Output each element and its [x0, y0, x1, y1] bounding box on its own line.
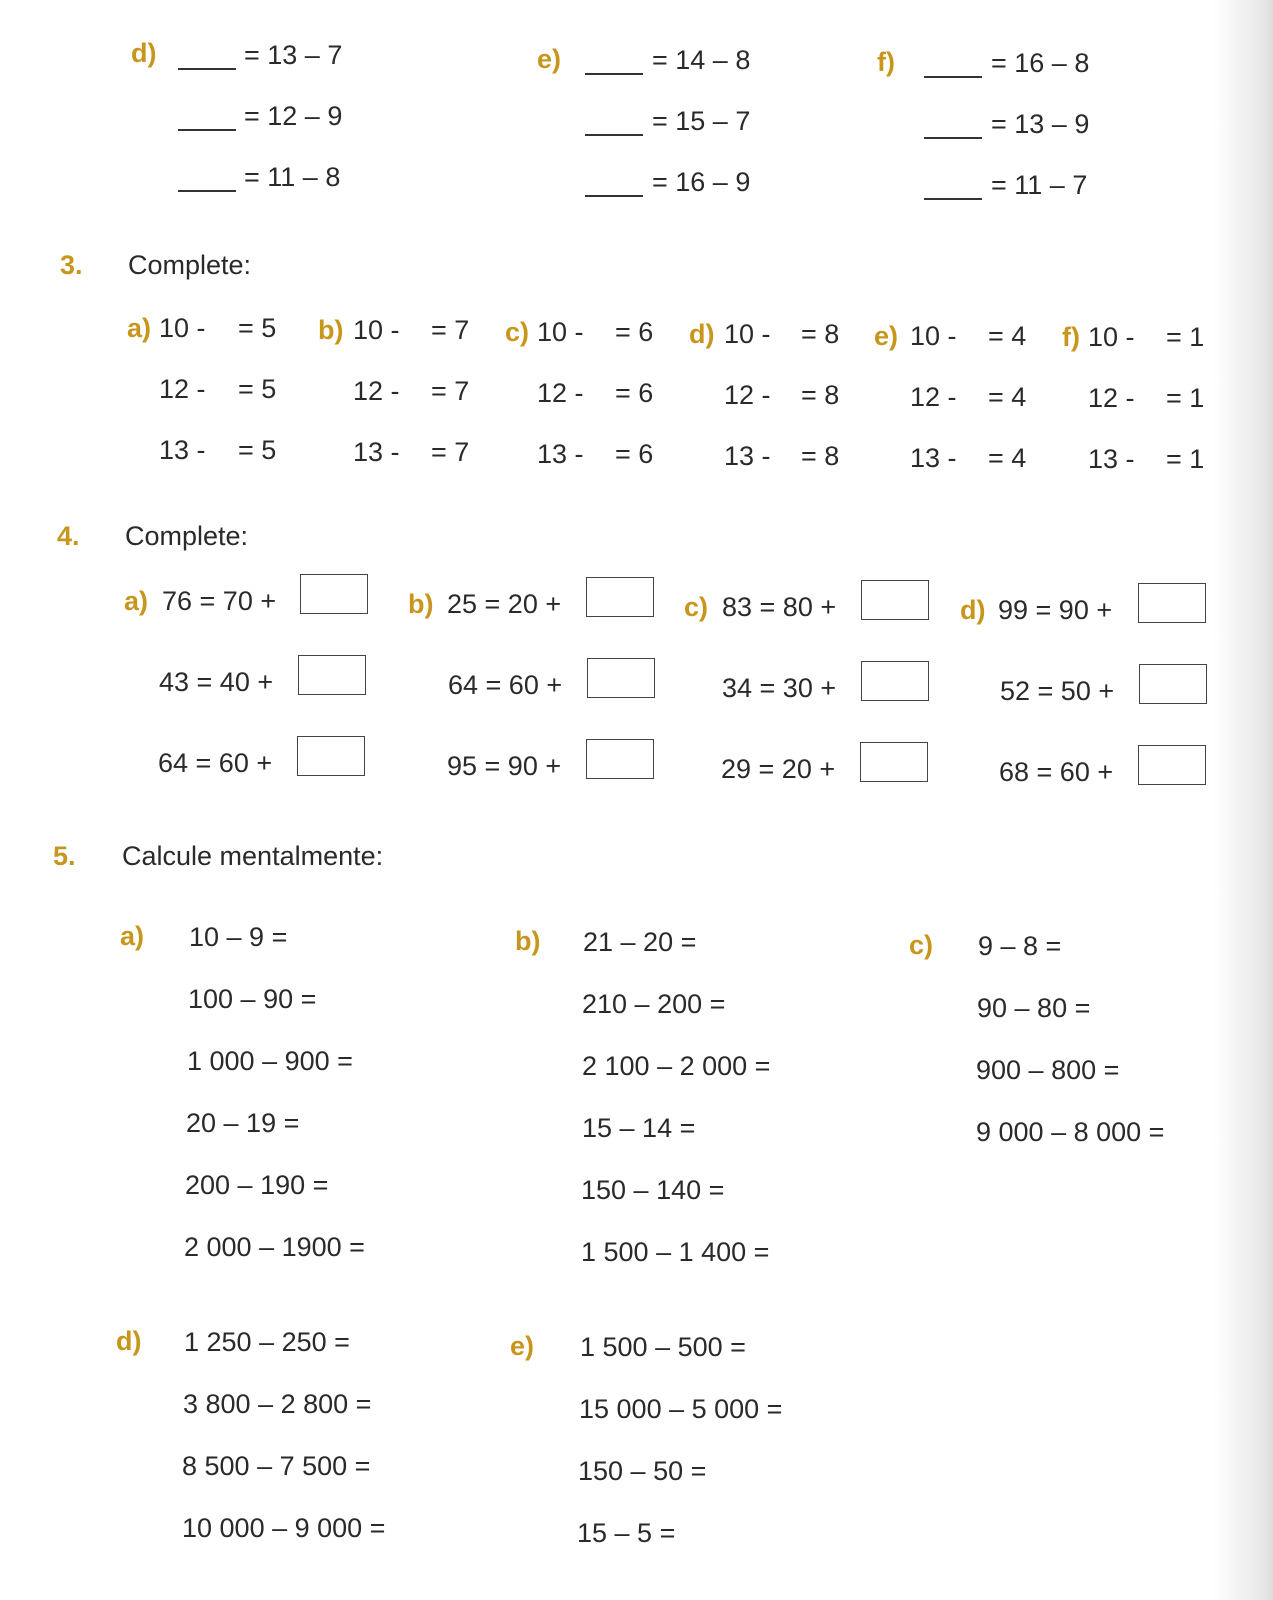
equation: 43 = 40 +	[159, 667, 274, 697]
answer-box[interactable]	[1138, 583, 1206, 623]
answer-blank[interactable]	[178, 190, 236, 192]
result: = 8	[801, 319, 840, 349]
exercise-title: Complete:	[128, 250, 252, 280]
equation-right: = 11 – 8	[244, 162, 341, 192]
minuend: 12 -	[724, 380, 771, 410]
exercise-title: Calcule mentalmente:	[122, 841, 384, 871]
answer-blank[interactable]	[924, 76, 982, 78]
item-label-e: e)	[874, 321, 899, 351]
result: = 1	[1166, 383, 1205, 413]
result: = 1	[1166, 322, 1205, 352]
result: = 4	[988, 382, 1027, 412]
result: = 7	[431, 315, 470, 345]
equation-right: = 12 – 9	[244, 101, 343, 131]
minuend: 13 -	[1088, 444, 1135, 474]
calculation: 8 500 – 7 500 =	[182, 1451, 371, 1481]
calculation: 10 000 – 9 000 =	[182, 1513, 386, 1543]
result: = 5	[238, 313, 277, 343]
calculation: 9 – 8 =	[978, 931, 1062, 961]
calculation: 1 000 – 900 =	[187, 1046, 353, 1076]
answer-box[interactable]	[860, 742, 928, 782]
minuend: 10 -	[353, 315, 400, 345]
calculation: 1 250 – 250 =	[184, 1327, 350, 1357]
minuend: 10 -	[724, 319, 771, 349]
equation-right: = 16 – 9	[652, 167, 751, 197]
result: = 5	[238, 374, 277, 404]
answer-blank[interactable]	[585, 73, 643, 75]
calculation: 20 – 19 =	[186, 1108, 300, 1138]
calculation: 9 000 – 8 000 =	[976, 1117, 1165, 1147]
answer-box[interactable]	[861, 661, 929, 701]
item-label-f: f)	[877, 47, 895, 77]
equation-right: = 11 – 7	[991, 170, 1088, 200]
minuend: 12 -	[353, 376, 400, 406]
equation: 76 = 70 +	[162, 586, 277, 616]
answer-box[interactable]	[587, 658, 655, 698]
item-label-a: a)	[127, 313, 152, 343]
equation: 25 = 20 +	[447, 589, 562, 619]
answer-blank[interactable]	[924, 137, 982, 139]
result: = 6	[615, 317, 654, 347]
calculation: 2 100 – 2 000 =	[582, 1051, 771, 1081]
minuend: 10 -	[910, 321, 957, 351]
exercise-number: 3.	[60, 250, 83, 280]
equation: 99 = 90 +	[998, 595, 1113, 625]
result: = 7	[431, 376, 470, 406]
minuend: 13 -	[910, 443, 957, 473]
minuend: 13 -	[724, 441, 771, 471]
item-label-b: b)	[515, 926, 541, 956]
equation: 64 = 60 +	[158, 748, 273, 778]
answer-box[interactable]	[1138, 745, 1206, 785]
equation-right: = 15 – 7	[652, 106, 751, 136]
answer-box[interactable]	[297, 736, 365, 776]
minuend: 10 -	[159, 313, 206, 343]
answer-blank[interactable]	[924, 198, 982, 200]
answer-box[interactable]	[300, 574, 368, 614]
answer-blank[interactable]	[585, 195, 643, 197]
minuend: 13 -	[537, 439, 584, 469]
result: = 4	[988, 321, 1027, 351]
item-label-a: a)	[120, 921, 145, 951]
item-label-d: d)	[131, 38, 157, 68]
calculation: 10 – 9 =	[189, 922, 288, 952]
calculation: 1 500 – 500 =	[580, 1332, 746, 1362]
calculation: 210 – 200 =	[582, 989, 726, 1019]
minuend: 13 -	[159, 435, 206, 465]
minuend: 12 -	[910, 382, 957, 412]
item-label-d: d)	[116, 1326, 142, 1356]
equation: 34 = 30 +	[722, 673, 837, 703]
answer-box[interactable]	[298, 655, 366, 695]
minuend: 13 -	[353, 437, 400, 467]
item-label-e: e)	[537, 44, 562, 74]
item-label-d: d)	[960, 595, 986, 625]
calculation: 1 500 – 1 400 =	[581, 1237, 770, 1267]
equation-right: = 16 – 8	[991, 48, 1090, 78]
answer-box[interactable]	[861, 580, 929, 620]
result: = 5	[238, 435, 277, 465]
minuend: 12 -	[159, 374, 206, 404]
calculation: 150 – 50 =	[578, 1456, 707, 1486]
calculation: 21 – 20 =	[583, 927, 697, 957]
result: = 7	[431, 437, 470, 467]
equation-right: = 14 – 8	[652, 45, 751, 75]
item-label-c: c)	[684, 592, 709, 622]
page-edge-shadow	[1213, 0, 1273, 1600]
result: = 8	[801, 441, 840, 471]
minuend: 10 -	[537, 317, 584, 347]
item-label-c: c)	[505, 317, 530, 347]
answer-blank[interactable]	[585, 134, 643, 136]
item-label-c: c)	[909, 930, 934, 960]
exercise-number: 4.	[57, 521, 80, 551]
minuend: 12 -	[1088, 383, 1135, 413]
calculation: 15 000 – 5 000 =	[579, 1394, 783, 1424]
exercise-number: 5.	[53, 841, 76, 871]
item-label-b: b)	[408, 589, 434, 619]
calculation: 200 – 190 =	[185, 1170, 329, 1200]
item-label-d: d)	[689, 319, 715, 349]
result: = 8	[801, 380, 840, 410]
result: = 6	[615, 439, 654, 469]
calculation: 900 – 800 =	[976, 1055, 1120, 1085]
equation: 52 = 50 +	[1000, 676, 1115, 706]
equation: 83 = 80 +	[722, 592, 837, 622]
minuend: 12 -	[537, 378, 584, 408]
answer-box[interactable]	[586, 739, 654, 779]
calculation: 15 – 5 =	[577, 1518, 676, 1548]
calculation: 15 – 14 =	[582, 1113, 696, 1143]
calculation: 2 000 – 1900 =	[184, 1232, 365, 1262]
answer-box[interactable]	[1139, 664, 1207, 704]
equation-right: = 13 – 9	[991, 109, 1090, 139]
equation-right: = 13 – 7	[244, 40, 343, 70]
exercise-title: Complete:	[125, 521, 249, 551]
minuend: 10 -	[1088, 322, 1135, 352]
answer-blank[interactable]	[178, 68, 236, 70]
equation: 95 = 90 +	[447, 751, 562, 781]
item-label-a: a)	[124, 586, 149, 616]
result: = 6	[615, 378, 654, 408]
calculation: 150 – 140 =	[581, 1175, 725, 1205]
calculation: 90 – 80 =	[977, 993, 1091, 1023]
answer-blank[interactable]	[178, 129, 236, 131]
answer-box[interactable]	[586, 577, 654, 617]
calculation: 3 800 – 2 800 =	[183, 1389, 372, 1419]
result: = 4	[988, 443, 1027, 473]
calculation: 100 – 90 =	[188, 984, 317, 1014]
equation: 68 = 60 +	[999, 757, 1114, 787]
equation: 29 = 20 +	[721, 754, 836, 784]
item-label-f: f)	[1062, 322, 1080, 352]
item-label-e: e)	[510, 1331, 535, 1361]
item-label-b: b)	[318, 315, 344, 345]
equation: 64 = 60 +	[448, 670, 563, 700]
result: = 1	[1166, 444, 1205, 474]
